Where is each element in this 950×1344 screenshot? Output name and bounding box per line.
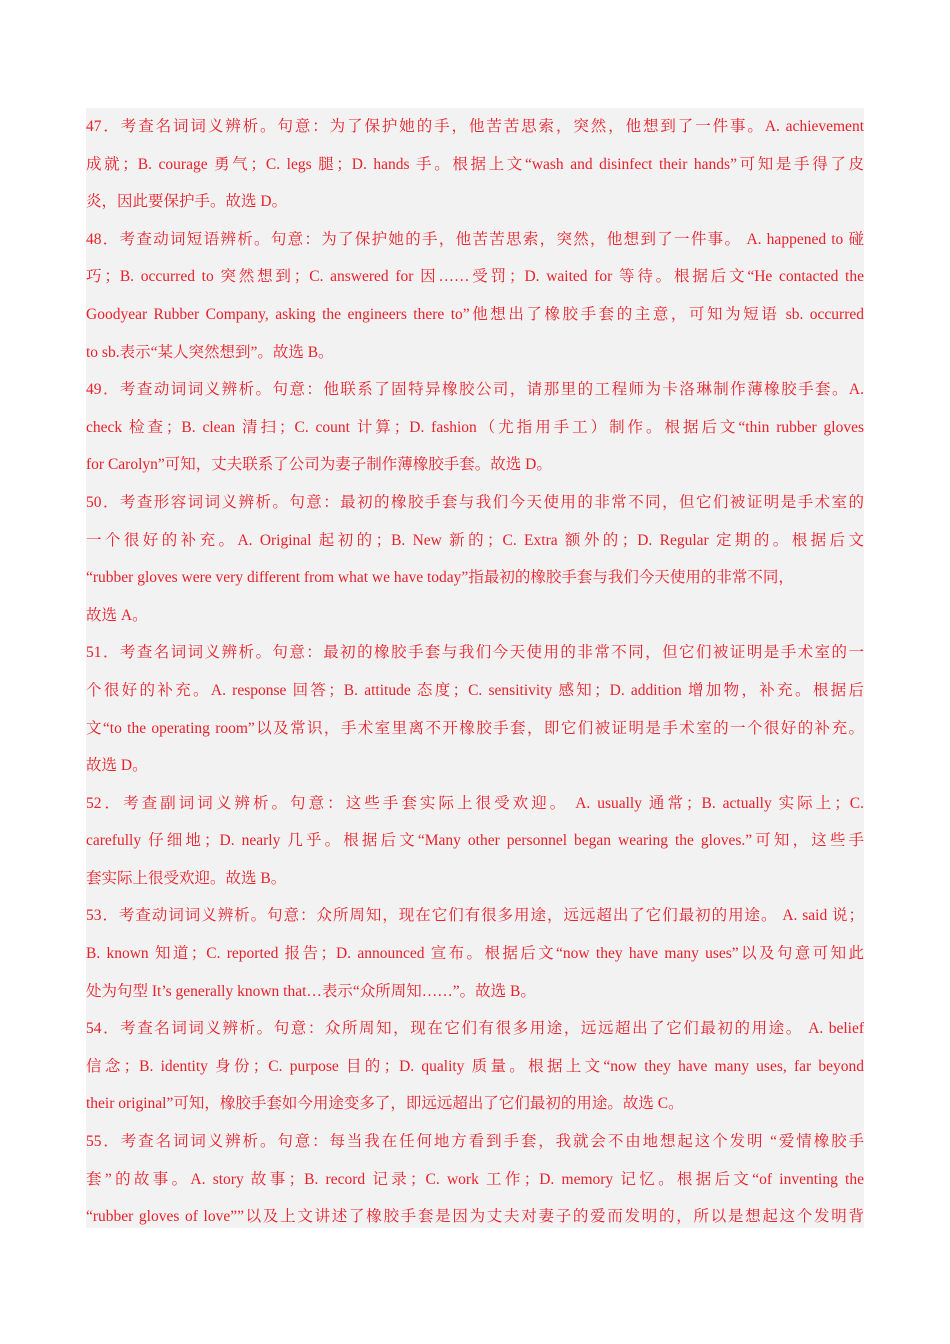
explanation-line: 54．考查名词词义辨析。句意：众所周知，现在它们有很多用途，远远超出了它们最初的用途。 A. belief	[86, 1020, 864, 1038]
explanation-line: 51．考查名词词义辨析。句意：最初的橡胶手套与我们今天使用的非常不同，但它们被证明是手术室的一	[86, 644, 864, 662]
explanation-line: 套”的故事。A. story 故事；B. record 记录；C. work 工作；D. memory 记忆。根据后文“of inventing the	[86, 1170, 864, 1188]
answer-explanations	[86, 108, 864, 1228]
explanation-line: carefully 仔细地；D. nearly 几乎。根据后文“Many other personnel began wearing the gloves.”可知，这些手	[86, 832, 864, 850]
explanation-51	[86, 634, 864, 784]
explanation-line: 49．考查动词词义辨析。句意：他联系了固特异橡胶公司，请那里的工程师为卡洛琳制作薄橡胶手套。A.	[86, 381, 864, 399]
explanation-line: “rubber gloves were very different from what we have today”指最初的橡胶手套与我们今天使用的非常不同，	[86, 569, 794, 587]
explanation-53	[86, 897, 864, 1010]
explanation-line: to sb.表示“某人突然想到”。故选 B。	[86, 343, 334, 361]
explanation-line: 信念；B. identity 身份；C. purpose 目的；D. quality 质量。根据上文“now they have many uses, far beyond	[86, 1057, 864, 1075]
explanation-line: 47．考查名词词义辨析。句意：为了保护她的手，他苦苦思索，突然，他想到了一件事。A. achievement	[86, 118, 864, 135]
explanation-55	[86, 1123, 864, 1228]
explanation-52	[86, 785, 864, 898]
explanation-line: 成就；B. courage 勇气；C. legs 腿；D. hands 手。根据上文“wash and disinfect their hands”可知是手得了皮	[86, 155, 864, 173]
explanation-line: 炎，因此要保护手。故选 D。	[86, 193, 288, 211]
explanation-line: 55．考查名词词义辨析。句意：每当我在任何地方看到手套，我就会不由地想起这个发明 “爱情橡胶手	[86, 1133, 864, 1151]
explanation-line: Goodyear Rubber Company, asking the engineers there to”他想出了橡胶手套的主意，可知为短语 sb. occurred	[86, 305, 864, 323]
explanation-line: 处为句型 It’s generally known that…表示“众所周知……”。故选 B。	[86, 982, 536, 1000]
explanation-line: 一个很好的补充。A. Original 起初的；B. New 新的；C. Extra 额外的；D. Regular 定期的。根据后文	[86, 531, 864, 549]
explanation-line: 故选 D。	[86, 757, 148, 775]
explanation-54	[86, 1010, 864, 1123]
explanation-line: 故选 A。	[86, 606, 148, 624]
explanation-line: their original”可知，橡胶手套如今用途变多了，即远远超出了它们最初的用途。故选 C。	[86, 1095, 684, 1113]
explanation-line: “rubber gloves of love””以及上文讲述了橡胶手套是因为丈夫对妻子的爱而发明的，所以是想起这个发明背	[86, 1208, 864, 1226]
explanation-line: B. known 知道；C. reported 报告；D. announced 宣布。根据后文“now they have many uses”以及句意可知此	[86, 945, 864, 963]
explanation-47	[86, 108, 864, 221]
explanation-line: 52．考查副词词义辨析。句意：这些手套实际上很受欢迎。 A. usually 通常；B. actually 实际上；C.	[86, 794, 864, 812]
explanation-line: for Carolyn”可知，丈夫联系了公司为妻子制作薄橡胶手套。故选 D。	[86, 456, 552, 474]
explanation-49	[86, 371, 864, 484]
explanation-line: 巧；B. occurred to 突然想到；C. answered for 因……受罚；D. waited for 等待。根据后文“He contacted the	[86, 268, 864, 286]
explanation-line: 套实际上很受欢迎。故选 B。	[86, 869, 287, 887]
explanation-line: 50．考查形容词词义辨析。句意：最初的橡胶手套与我们今天使用的非常不同，但它们被证明是手术室的	[86, 493, 864, 511]
explanation-50	[86, 484, 864, 634]
explanation-line: 48．考查动词短语辨析。句意：为了保护她的手，他苦苦思索，突然，他想到了一件事。 A. happened to 碰	[86, 230, 864, 248]
explanation-48	[86, 221, 864, 371]
explanation-line: 53．考查动词词义辨析。句意：众所周知，现在它们有很多用途，远远超出了它们最初的用途。 A. said 说；	[86, 907, 864, 925]
explanation-line: 文“to the operating room”以及常识，手术室里离不开橡胶手套，即它们被证明是手术室的一个很好的补充。	[86, 719, 864, 737]
explanation-line: check 检查；B. clean 清扫；C. count 计算；D. fashion（尤指用手工）制作。根据后文“thin rubber gloves	[86, 418, 864, 436]
explanation-line: 个很好的补充。A. response 回答；B. attitude 态度；C. sensitivity 感知；D. addition 增加物，补充。根据后	[86, 681, 864, 699]
